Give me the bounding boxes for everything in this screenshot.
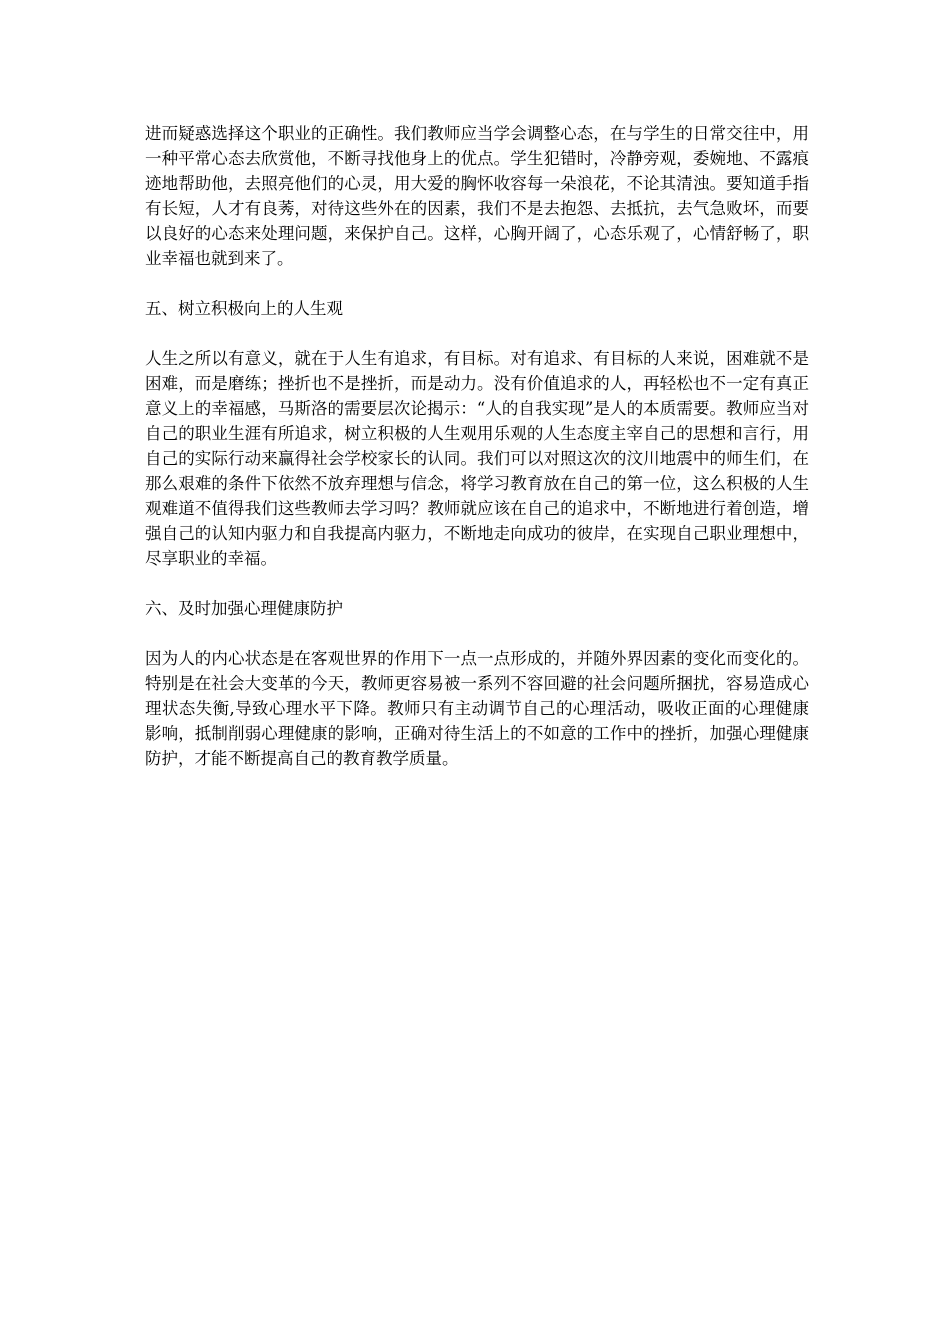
- paragraph-spacer: [145, 321, 809, 346]
- section-heading-6: 六、及时加强心理健康防护: [145, 599, 343, 618]
- paragraph-mindset: 进而疑惑选择这个职业的正确性。我们教师应当学会调整心态，在与学生的日常交往中，用一种平常心态去欣赏他，不断寻找他身上的优点。学生犯错时，冷静旁观，委婉地、不露痕迹地帮助他，去照亮他们的心灵，用大爱的胸怀收容每一朵浪花，不论其清浊。要知道手指有长短，人才有良莠，对待这些外在的因素，我们不是去抱怨、去抵抗，去气急败坏，而要以良好的心态来处理问题，来保护自己。这样，心胸开阔了，心态乐观了，心情舒畅了，职业幸福也就到来了。: [145, 124, 809, 268]
- paragraph-outlook: 人生之所以有意义，就在于人生有追求，有目标。对有追求、有目标的人来说，困难就不是困难，而是磨练；挫折也不是挫折，而是动力。没有价值追求的人，再轻松也不一定有真正意义上的幸福感，马斯洛的需要层次论揭示：“人的自我实现”是人的本质需要。教师应当对自己的职业生涯有所追求，树立积极的人生观用乐观的人生态度主宰自己的思想和言行，用自己的实际行动来赢得社会学校家长的认同。我们可以对照这次的汶川地震中的师生们，在那么艰难的条件下依然不放弃理想与信念，将学习教育放在自己的第一位，这么积极的人生观难道不值得我们这些教师去学习吗？教师就应该在自己的追求中，不断地进行着创造，增强自己的认知内驱力和自我提高内驱力，不断地走向成功的彼岸，在实现自己职业理想中，尽享职业的幸福。: [145, 349, 809, 568]
- section-heading-5: 五、树立积极向上的人生观: [145, 299, 343, 318]
- document-body: [145, 121, 809, 771]
- paragraph-spacer: [145, 271, 809, 296]
- paragraph-spacer: [145, 621, 809, 646]
- paragraph-mental-health: 因为人的内心状态是在客观世界的作用下一点一点形成的，并随外界因素的变化而变化的。特别是在社会大变革的今天，教师更容易被一系列不容回避的社会问题所捆扰，容易造成心理状态失衡,导致心理水平下降。教师只有主动调节自己的心理活动，吸收正面的心理健康影响，抵制削弱心理健康的影响，正确对待生活上的不如意的工作中的挫折，加强心理健康防护，才能不断提高自己的教育教学质量。: [145, 649, 809, 768]
- paragraph-spacer: [145, 571, 809, 596]
